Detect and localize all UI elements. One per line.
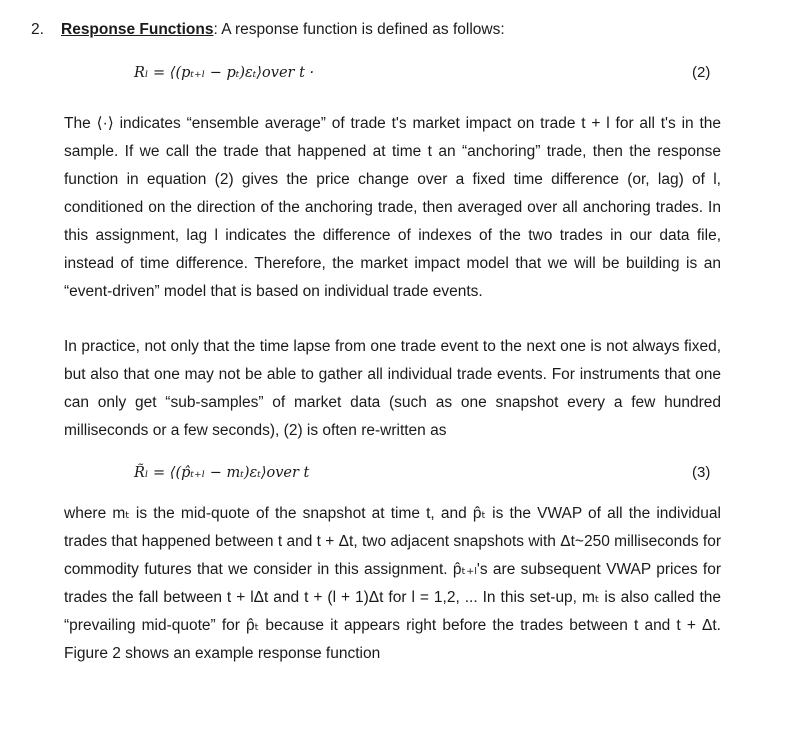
- paragraph-mid-quote: where mₜ is the mid-quote of the snapshot at time t, and p̂ₜ is the VWAP of all the individual trades that happened between t and t + Δt, two adjacent snapshots with Δt~250 milliseconds for commodity futures that we consider in this assignment. p̂ₜ₊ₗ's are subsequent VWAP prices for trades the fall between t + lΔt and t + (l + 1)Δt for l = 1,2, ... In this set-up, mₜ is also called the “prevailing mid-quote” for p̂ₜ because it appears right before the trades between t and t + Δt. Figure 2 shows an example response function: [64, 505, 721, 662]
- equation-2: Rₗ = ⟨(pₜ₊ₗ − pₜ)εₜ⟩over t ·: [134, 65, 315, 81]
- equation-3: R̃ₗ = ⟨(p̂ₜ₊ₗ − mₜ)εₜ⟩over t: [134, 465, 310, 481]
- paragraph-sub-samples: In practice, not only that the time lapse from one trade event to the next one is not always fixed, but also that one may not be able to gather all individual trade events. For instruments that one can only get “sub-samples” of market data (such as one snapshot every a few hundred milliseconds or a few seconds), (2) is often re-written as: [64, 338, 721, 439]
- paragraph-ensemble-average: The ⟨·⟩ indicates “ensemble average” of trade t's market impact on trade t + l for all t's in the sample. If we call the trade that happened at time t an “anchoring” trade, then the response function in equation (2) gives the price change over a fixed time difference (or, lag) of l, conditioned on the direction of the anchoring trade, then averaged over all anchoring trades. In this assignment, lag l indicates the difference of indexes of the two trades in our data file, instead of time difference. Therefore, the market impact model that we will be building is an “event-driven” model that is based on individual trade events.: [64, 115, 721, 300]
- section-intro: : A response function is defined as follows:: [213, 21, 505, 38]
- equation-2-number: (2): [692, 64, 711, 81]
- section-number: 2.: [31, 21, 44, 38]
- section-title: Response Functions: [61, 21, 214, 38]
- equation-3-number: (3): [692, 464, 711, 481]
- section-heading: [31, 19, 505, 41]
